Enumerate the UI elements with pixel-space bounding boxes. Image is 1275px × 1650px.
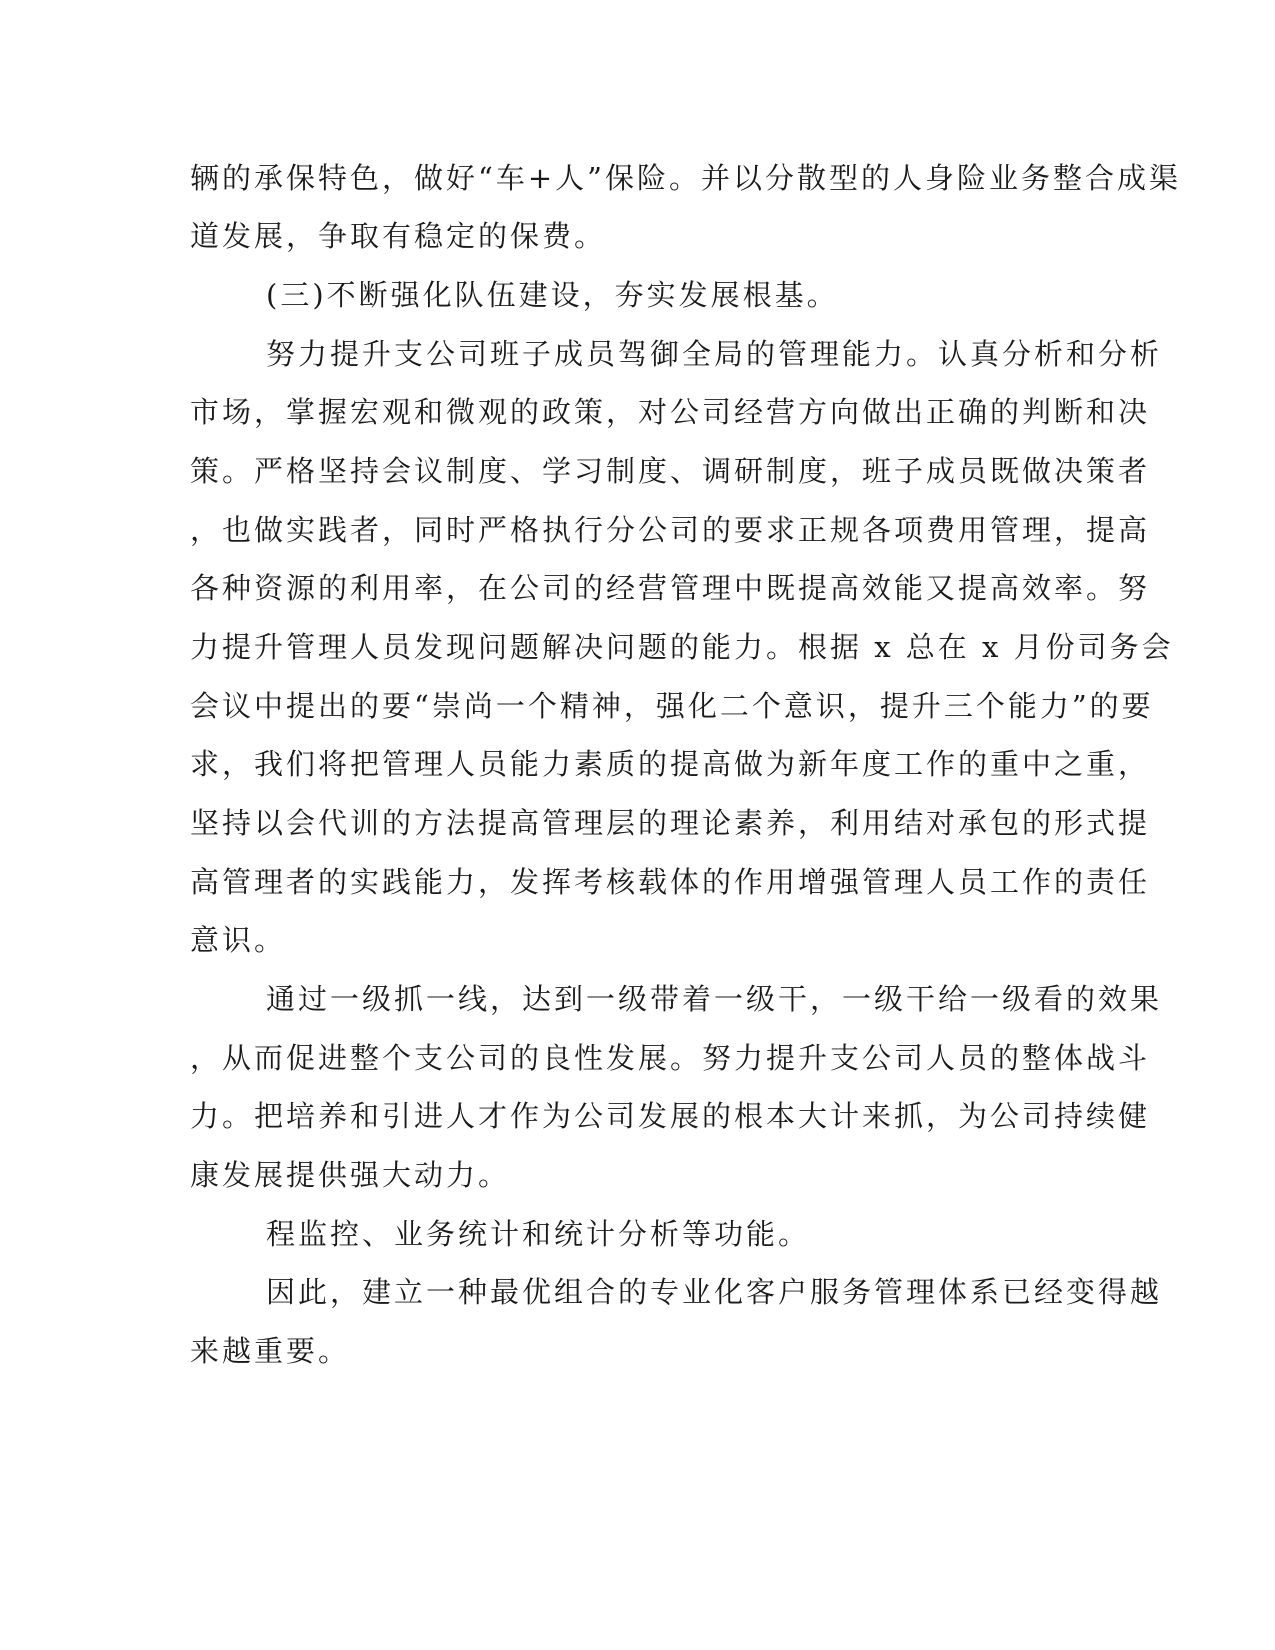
- text-line: 因此，建立一种最优组合的专业化客户服务管理体系已经变得越: [266, 1275, 1163, 1309]
- text-line: 来越重要。: [190, 1334, 351, 1368]
- text-line: 努力提升支公司班子成员驾御全局的管理能力。认真分析和分析: [266, 337, 1163, 371]
- text-line: 各种资源的利用率，在公司的经营管理中既提高效能又提高效率。努: [190, 571, 1151, 605]
- text-line: 辆的承保特色，做好“车+人”保险。并以分散型的人身险业务整合成渠: [190, 161, 1181, 195]
- text-line: 会议中提出的要“崇尚一个精神，强化二个意识，提升三个能力”的要: [190, 689, 1154, 723]
- text-line: 程监控、业务统计和统计分析等功能。: [266, 1217, 811, 1251]
- text-line: 坚持以会代训的方法提高管理层的理论素养，利用结对承包的形式提: [190, 806, 1151, 840]
- section-heading: (三)不断强化队伍建设，夯实发展根基。: [266, 278, 839, 312]
- text-line: 通过一级抓一线，达到一级带着一级干，一级干给一级看的效果: [266, 982, 1163, 1016]
- text-line: 康发展提供强大动力。: [190, 1158, 511, 1192]
- text-line: 道发展，争取有稳定的保费。: [190, 219, 607, 253]
- text-line: 策。严格坚持会议制度、学习制度、调研制度，班子成员既做决策者: [190, 454, 1151, 488]
- text-line: ，也做实践者，同时严格执行分公司的要求正规各项费用管理，提高: [190, 513, 1151, 547]
- text-line: 求，我们将把管理人员能力素质的提高做为新年度工作的重中之重，: [190, 747, 1151, 781]
- text-line: 力提升管理人员发现问题解决问题的能力。根据 x 总在 x 月份司务会: [190, 630, 1174, 664]
- text-line: ，从而促进整个支公司的良性发展。努力提升支公司人员的整体战斗: [190, 1041, 1151, 1075]
- text-line: 意识。: [190, 923, 287, 957]
- text-line: 高管理者的实践能力，发挥考核载体的作用增强管理人员工作的责任: [190, 865, 1151, 899]
- text-line: 市场，掌握宏观和微观的政策，对公司经营方向做出正确的判断和决: [190, 395, 1151, 429]
- text-line: 力。把培养和引进人才作为公司发展的根本大计来抓，为公司持续健: [190, 1099, 1151, 1133]
